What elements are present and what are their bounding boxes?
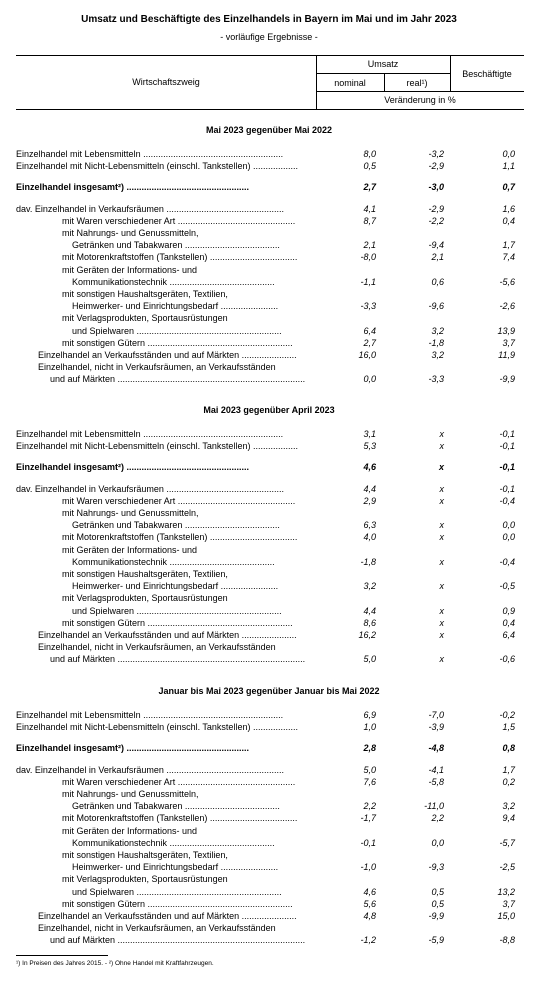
value-nominal: 5,0 xyxy=(363,654,376,665)
row-label: Einzelhandel mit Lebensmitteln ........................................................ xyxy=(16,149,284,159)
value-beschaeftigte: 0,0 xyxy=(502,520,515,531)
value-nominal: 2,7 xyxy=(363,182,376,193)
value-beschaeftigte: 3,7 xyxy=(502,337,515,348)
table-row xyxy=(0,252,538,263)
value-nominal: 0,0 xyxy=(363,374,376,385)
row-label: Einzelhandel mit Nicht-Lebensmitteln (einschl. Tankstellen) .................. xyxy=(16,722,298,733)
row-label: Einzelhandel mit Nicht-Lebensmitteln (einschl. Tankstellen) .................. xyxy=(16,161,298,172)
header-beschaeftigte: Beschäftigte xyxy=(462,69,512,79)
value-nominal: -3,3 xyxy=(360,301,376,312)
table-row xyxy=(0,508,538,519)
row-label: und auf Märkten ........................................................................... xyxy=(50,654,306,665)
row-label: und Spielwaren .......................................................... xyxy=(72,325,282,336)
value-nominal: 4,8 xyxy=(363,911,376,921)
value-nominal: 6,3 xyxy=(363,520,376,531)
row-label: Einzelhandel insgesamt²) ................................................. xyxy=(16,182,250,193)
row-label: mit Geräten der Informations- und xyxy=(62,264,198,275)
row-label: Einzelhandel insgesamt²) ................................................. xyxy=(16,462,250,473)
table-row xyxy=(0,923,538,934)
header-umsatz: Umsatz xyxy=(367,59,399,69)
row-label: dav. Einzelhandel in Verkaufsräumen ............................................... xyxy=(16,483,284,494)
table-title: Umsatz und Beschäftigte des Einzelhandels in Bayern im Mai und im Jahr 2023 xyxy=(81,14,457,25)
value-beschaeftigte: 0,9 xyxy=(502,605,515,616)
value-nominal: 4,6 xyxy=(363,462,376,473)
value-beschaeftigte: 0,0 xyxy=(502,532,515,543)
value-nominal: 2,8 xyxy=(363,743,376,754)
value-real: -5,8 xyxy=(428,776,444,787)
row-label: mit Geräten der Informations- und xyxy=(62,544,198,555)
value-beschaeftigte: -9,9 xyxy=(499,374,515,385)
value-real: 0,6 xyxy=(431,276,444,287)
row-label: und Spielwaren .......................................................... xyxy=(72,886,282,897)
table-row xyxy=(0,813,538,824)
table-row xyxy=(0,874,538,885)
table-row xyxy=(0,722,538,733)
value-real: -9,9 xyxy=(428,911,444,921)
table-row xyxy=(0,545,538,556)
table-row xyxy=(0,204,538,215)
value-real: -11,0 xyxy=(424,801,444,812)
value-real: x xyxy=(439,483,444,494)
table-row xyxy=(0,149,538,160)
value-real: -1,8 xyxy=(428,337,444,348)
row-label: mit Motorenkraftstoffen (Tankstellen) ................................... xyxy=(62,252,298,263)
table-row xyxy=(0,350,538,361)
value-beschaeftigte: 0,2 xyxy=(502,776,515,787)
value-nominal: -1,8 xyxy=(360,556,376,567)
value-real: x xyxy=(439,495,444,506)
value-nominal: 6,4 xyxy=(363,325,376,336)
value-real: x xyxy=(439,532,444,543)
value-beschaeftigte: 0,7 xyxy=(502,182,515,193)
row-label: mit Waren verschiedener Art ............................................... xyxy=(62,495,296,506)
table-row xyxy=(0,630,538,641)
value-beschaeftigte: -0,2 xyxy=(499,710,515,720)
table-row xyxy=(0,326,538,337)
table-subtitle: - vorläufige Ergebnisse - xyxy=(220,32,318,42)
row-label: Einzelhandel an Verkaufsständen und auf Märkten ...................... xyxy=(38,350,297,360)
value-nominal: 5,3 xyxy=(363,441,376,452)
table-row xyxy=(0,581,538,592)
value-nominal: 16,0 xyxy=(358,350,376,360)
value-beschaeftigte: 1,1 xyxy=(502,161,515,172)
value-real: -4,8 xyxy=(428,743,444,754)
row-label: mit sonstigen Haushaltsgeräten, Textilien, xyxy=(62,850,228,860)
value-real: x xyxy=(439,605,444,616)
row-label: Einzelhandel, nicht in Verkaufsräumen, an Verkaufsständen xyxy=(38,642,276,653)
table-row xyxy=(0,654,538,665)
value-nominal: 2,7 xyxy=(363,337,376,348)
row-label: mit Nahrungs- und Genussmitteln, xyxy=(62,228,199,238)
value-beschaeftigte: -2,6 xyxy=(499,301,515,312)
value-nominal: 5,6 xyxy=(363,898,376,909)
value-real: -7,0 xyxy=(428,710,444,720)
value-beschaeftigte: -2,5 xyxy=(499,862,515,873)
table-row xyxy=(0,765,538,776)
value-real: x xyxy=(439,429,444,439)
value-real: -9,3 xyxy=(428,862,444,873)
row-label: Einzelhandel an Verkaufsständen und auf Märkten ...................... xyxy=(38,630,297,640)
row-label: Einzelhandel mit Nicht-Lebensmitteln (einschl. Tankstellen) .................. xyxy=(16,441,298,452)
table-row xyxy=(0,277,538,288)
value-nominal: 3,1 xyxy=(363,429,376,439)
row-label: Einzelhandel, nicht in Verkaufsräumen, an Verkaufsständen xyxy=(38,923,276,934)
row-label: Kommunikationstechnik .......................................... xyxy=(72,276,275,287)
table-row xyxy=(0,557,538,568)
value-real: -2,2 xyxy=(428,215,444,226)
table-row xyxy=(0,441,538,452)
table-row xyxy=(0,569,538,580)
row-label: mit sonstigen Haushaltsgeräten, Textilien, xyxy=(62,569,228,579)
table-row xyxy=(0,911,538,922)
table-row xyxy=(0,161,538,172)
value-real: x xyxy=(439,520,444,531)
header-veraenderung: Veränderung in % xyxy=(384,95,456,105)
row-label: Einzelhandel mit Lebensmitteln ........................................................ xyxy=(16,710,284,720)
value-real: 2,1 xyxy=(431,252,444,263)
table-row xyxy=(0,429,538,440)
value-real: -2,9 xyxy=(428,161,444,172)
value-real: 3,2 xyxy=(431,325,444,336)
header-veraenderung-rule xyxy=(316,91,524,92)
table-row xyxy=(0,710,538,721)
header-bottom-rule xyxy=(16,109,524,110)
value-nominal: 8,6 xyxy=(363,617,376,628)
row-label: mit Verlagsprodukten, Sportausrüstungen xyxy=(62,593,228,604)
value-beschaeftigte: 0,4 xyxy=(502,215,515,226)
table-row xyxy=(0,935,538,946)
row-label: und auf Märkten ........................................................................... xyxy=(50,374,306,385)
table-row xyxy=(0,265,538,276)
value-real: 0,5 xyxy=(431,886,444,897)
value-beschaeftigte: 3,2 xyxy=(502,801,515,812)
value-nominal: 5,0 xyxy=(363,764,376,775)
row-label: mit Nahrungs- und Genussmitteln, xyxy=(62,508,199,518)
value-real: x xyxy=(438,462,444,473)
table-row xyxy=(0,338,538,349)
row-label: Einzelhandel insgesamt²) ................................................. xyxy=(16,743,250,754)
value-nominal: 4,1 xyxy=(363,203,376,214)
footnote: ¹) In Preisen des Jahres 2015. - ²) Ohne Handel mit Kraftfahrzeugen. xyxy=(16,960,214,967)
value-real: x xyxy=(439,654,444,665)
value-real: -5,9 xyxy=(428,935,444,946)
value-beschaeftigte: -0,1 xyxy=(499,441,515,452)
row-label: Heimwerker- und Einrichtungsbedarf ....................... xyxy=(72,862,279,873)
value-real: -3,9 xyxy=(428,722,444,733)
value-nominal: -1,7 xyxy=(360,813,376,824)
table-row xyxy=(0,642,538,653)
value-beschaeftigte: -5,6 xyxy=(499,276,515,287)
row-label: Kommunikationstechnik .......................................... xyxy=(72,556,275,567)
table-row xyxy=(0,618,538,629)
row-label: mit Motorenkraftstoffen (Tankstellen) ................................... xyxy=(62,813,298,824)
value-beschaeftigte: 11,9 xyxy=(498,350,515,360)
row-label: Getränken und Tabakwaren ...................................... xyxy=(72,801,280,812)
table-row xyxy=(0,801,538,812)
value-beschaeftigte: -0,5 xyxy=(499,581,515,592)
value-nominal: 8,0 xyxy=(363,149,376,159)
value-nominal: -1,0 xyxy=(360,862,376,873)
section-title: Mai 2023 gegenüber Mai 2022 xyxy=(205,125,333,135)
value-beschaeftigte: 1,6 xyxy=(502,203,515,214)
row-label: mit sonstigen Haushaltsgeräten, Textilien, xyxy=(62,289,228,299)
row-label: und auf Märkten ........................................................................... xyxy=(50,935,306,946)
row-label: mit Nahrungs- und Genussmitteln, xyxy=(62,789,199,799)
value-beschaeftigte: -0,4 xyxy=(499,495,515,506)
value-real: -9,6 xyxy=(428,301,444,312)
value-nominal: 2,9 xyxy=(363,495,376,506)
row-label: Heimwerker- und Einrichtungsbedarf ....................... xyxy=(72,581,279,592)
value-beschaeftigte: 6,4 xyxy=(502,630,515,640)
value-nominal: 8,7 xyxy=(363,215,376,226)
table-row xyxy=(0,240,538,251)
value-nominal: 0,5 xyxy=(363,161,376,172)
row-label: mit sonstigen Gütern .......................................................... xyxy=(62,617,293,628)
table-row xyxy=(0,374,538,385)
value-nominal: -8,0 xyxy=(360,252,376,263)
value-real: x xyxy=(439,630,444,640)
table-row xyxy=(0,289,538,300)
value-nominal: -1,2 xyxy=(360,935,376,946)
row-label: mit Verlagsprodukten, Sportausrüstungen xyxy=(62,313,228,324)
table-row xyxy=(0,182,538,193)
value-beschaeftigte: -0,6 xyxy=(499,654,515,665)
value-nominal: 4,4 xyxy=(363,605,376,616)
value-beschaeftigte: 1,5 xyxy=(502,722,515,733)
table-row xyxy=(0,862,538,873)
value-real: -3,2 xyxy=(428,149,444,159)
header-top-rule xyxy=(16,55,524,56)
table-row xyxy=(0,593,538,604)
value-nominal: 4,0 xyxy=(363,532,376,543)
value-beschaeftigte: 13,2 xyxy=(497,886,515,897)
value-real: x xyxy=(439,441,444,452)
value-nominal: 4,4 xyxy=(363,483,376,494)
header-nominal: nominal xyxy=(334,78,366,88)
row-label: Getränken und Tabakwaren ...................................... xyxy=(72,520,280,531)
row-label: Heimwerker- und Einrichtungsbedarf ....................... xyxy=(72,301,279,312)
table-row xyxy=(0,838,538,849)
value-real: x xyxy=(439,581,444,592)
value-nominal: 3,2 xyxy=(363,581,376,592)
value-beschaeftigte: -0,4 xyxy=(499,556,515,567)
value-beschaeftigte: -0,1 xyxy=(499,462,515,473)
row-label: dav. Einzelhandel in Verkaufsräumen ............................................... xyxy=(16,203,284,214)
header-real: real¹) xyxy=(406,78,428,88)
value-beschaeftigte: 7,4 xyxy=(502,252,515,263)
table-row xyxy=(0,743,538,754)
value-beschaeftigte: 1,7 xyxy=(502,240,515,251)
table-row xyxy=(0,789,538,800)
value-beschaeftigte: -0,1 xyxy=(499,429,515,439)
table-row xyxy=(0,462,538,473)
value-beschaeftigte: 0,8 xyxy=(502,743,515,754)
row-label: mit Waren verschiedener Art ............................................... xyxy=(62,215,296,226)
value-real: -4,1 xyxy=(428,764,444,775)
row-label: mit sonstigen Gütern .......................................................... xyxy=(62,898,293,909)
value-nominal: 2,2 xyxy=(363,801,376,812)
value-beschaeftigte: -5,7 xyxy=(499,837,515,848)
table-row xyxy=(0,899,538,910)
header-wirtschaftszweig: Wirtschaftszweig xyxy=(132,77,200,87)
value-nominal: 6,9 xyxy=(363,710,376,720)
row-label: Getränken und Tabakwaren ...................................... xyxy=(72,240,280,251)
row-label: Kommunikationstechnik .......................................... xyxy=(72,837,275,848)
value-beschaeftigte: 3,7 xyxy=(502,898,515,909)
row-label: Einzelhandel, nicht in Verkaufsräumen, an Verkaufsständen xyxy=(38,362,276,373)
value-beschaeftigte: 15,0 xyxy=(497,911,515,921)
value-beschaeftigte: -0,1 xyxy=(499,483,515,494)
value-real: -9,4 xyxy=(428,240,444,251)
header-umsatz-rule xyxy=(316,73,450,74)
value-real: 3,2 xyxy=(431,350,444,360)
value-real: -3,0 xyxy=(428,182,444,193)
value-real: -3,3 xyxy=(428,374,444,385)
table-row xyxy=(0,887,538,898)
row-label: mit Verlagsprodukten, Sportausrüstungen xyxy=(62,874,228,885)
table-row xyxy=(0,301,538,312)
value-real: x xyxy=(439,556,444,567)
value-nominal: 7,6 xyxy=(363,776,376,787)
table-row xyxy=(0,777,538,788)
value-nominal: -1,1 xyxy=(360,276,376,287)
table-row xyxy=(0,532,538,543)
row-label: mit Waren verschiedener Art ............................................... xyxy=(62,776,296,787)
value-beschaeftigte: 0,4 xyxy=(502,617,515,628)
value-beschaeftigte: -8,8 xyxy=(499,935,515,946)
section-title: Mai 2023 gegenüber April 2023 xyxy=(203,405,335,415)
value-real: 2,2 xyxy=(431,813,444,824)
value-real: x xyxy=(439,617,444,628)
row-label: und Spielwaren .......................................................... xyxy=(72,605,282,616)
value-real: 0,5 xyxy=(431,898,444,909)
value-nominal: 4,6 xyxy=(363,886,376,897)
row-label: Einzelhandel an Verkaufsständen und auf Märkten ...................... xyxy=(38,911,297,921)
table-row xyxy=(0,826,538,837)
table-row xyxy=(0,228,538,239)
section-title: Januar bis Mai 2023 gegenüber Januar bis Mai 2022 xyxy=(158,686,380,696)
table-row xyxy=(0,484,538,495)
row-label: mit Motorenkraftstoffen (Tankstellen) ................................... xyxy=(62,532,298,543)
value-real: -2,9 xyxy=(428,203,444,214)
table-row xyxy=(0,850,538,861)
table-row xyxy=(0,520,538,531)
table-row xyxy=(0,496,538,507)
table-row xyxy=(0,606,538,617)
row-label: dav. Einzelhandel in Verkaufsräumen ............................................... xyxy=(16,764,284,775)
value-beschaeftigte: 9,4 xyxy=(502,813,515,824)
table-row xyxy=(0,362,538,373)
value-nominal: -0,1 xyxy=(360,837,376,848)
value-real: 0,0 xyxy=(431,837,444,848)
table-row xyxy=(0,313,538,324)
row-label: mit sonstigen Gütern .......................................................... xyxy=(62,337,293,348)
footnote-rule xyxy=(16,955,108,956)
table-row xyxy=(0,216,538,227)
value-beschaeftigte: 13,9 xyxy=(497,325,515,336)
row-label: mit Geräten der Informations- und xyxy=(62,825,198,836)
value-nominal: 16,2 xyxy=(358,630,376,640)
value-beschaeftigte: 1,7 xyxy=(502,764,515,775)
row-label: Einzelhandel mit Lebensmitteln ........................................................ xyxy=(16,429,284,439)
value-beschaeftigte: 0,0 xyxy=(502,149,515,159)
value-nominal: 2,1 xyxy=(363,240,376,251)
value-nominal: 1,0 xyxy=(363,722,376,733)
